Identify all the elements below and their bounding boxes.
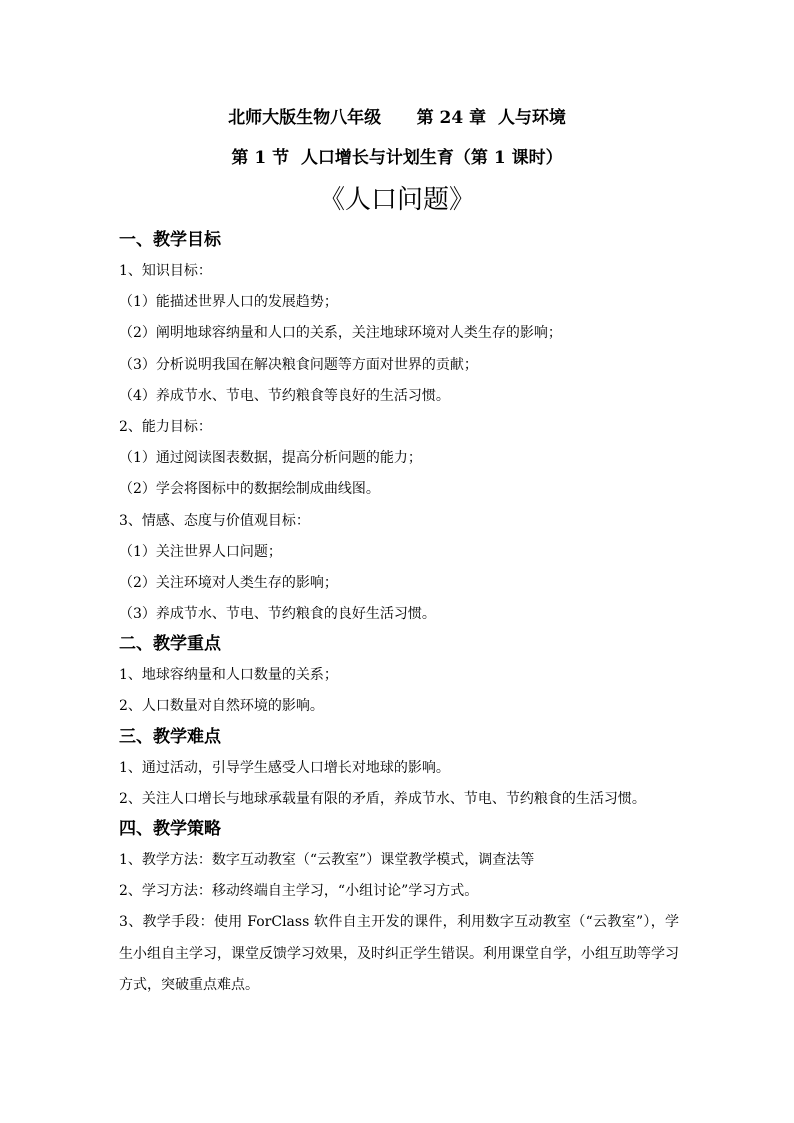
paragraph: 3、教学手段：使用 ForClass 软件自主开发的课件，利用数字互动教室（“云教室”），学生小组自主学习，课堂反馈学习效果，及时纠正学生错误。利用课堂自学，小组互助等学习方式，突破重点难点。 <box>119 914 679 993</box>
paragraph: 2、能力目标： <box>119 418 212 435</box>
paragraph: 1、通过活动，引导学生感受人口增长对地球的影响。 <box>119 759 450 776</box>
paragraph: （3）分析说明我国在解决粮食问题等方面对世界的贡献； <box>119 356 478 373</box>
section-heading: 第 1 节 人口增长与计划生育（第 1 课时） <box>231 148 563 168</box>
document-body <box>119 226 679 1001</box>
section-heading-strategies: 四、教学策略 <box>119 819 221 840</box>
paragraph: （2）关注环境对人类生存的影响； <box>119 574 338 591</box>
paragraph: （1）通过阅读图表数据，提高分析问题的能力； <box>119 450 422 467</box>
section-heading-teaching-objectives: 一、教学目标 <box>119 230 221 250</box>
paragraph: 1、地球容纳量和人口数量的关系； <box>119 667 338 684</box>
paragraph: 2、学习方法：移动终端自主学习，“小组讨论”学习方式。 <box>119 883 479 900</box>
paragraph: 3、情感、态度与价值观目标： <box>119 512 310 529</box>
paragraph: （3）养成节水、节电、节约粮食的良好生活习惯。 <box>119 606 436 623</box>
paragraph: （2）学会将图标中的数据绘制成曲线图。 <box>119 481 380 498</box>
paragraph: （1）能描述世界人口的发展趋势； <box>119 294 338 311</box>
paragraph: （2）阐明地球容纳量和人口的关系，关注地球环境对人类生存的影响； <box>119 325 562 342</box>
paragraph: （1）关注世界人口问题； <box>119 543 282 560</box>
section-heading-difficulties: 三、教学难点 <box>119 726 221 747</box>
section-heading-key-points: 二、教学重点 <box>119 634 221 655</box>
paragraph: 1、知识目标： <box>119 263 212 279</box>
paragraph: （4）养成节水、节电、节约粮食等良好的生活习惯。 <box>119 387 450 404</box>
paragraph: 2、关注人口增长与地球承载量有限的矛盾，养成节水、节电、节约粮食的生活习惯。 <box>119 790 646 807</box>
lesson-title: 《人口问题》 <box>318 185 475 215</box>
paragraph: 1、教学方法：数字互动教室（“云教室”）课堂教学模式，调查法等 <box>119 852 535 869</box>
paragraph: 2、人口数量对自然环境的影响。 <box>119 698 324 715</box>
course-chapter-heading: 北师大版生物八年级 第 24 章 人与环境 <box>228 108 566 128</box>
